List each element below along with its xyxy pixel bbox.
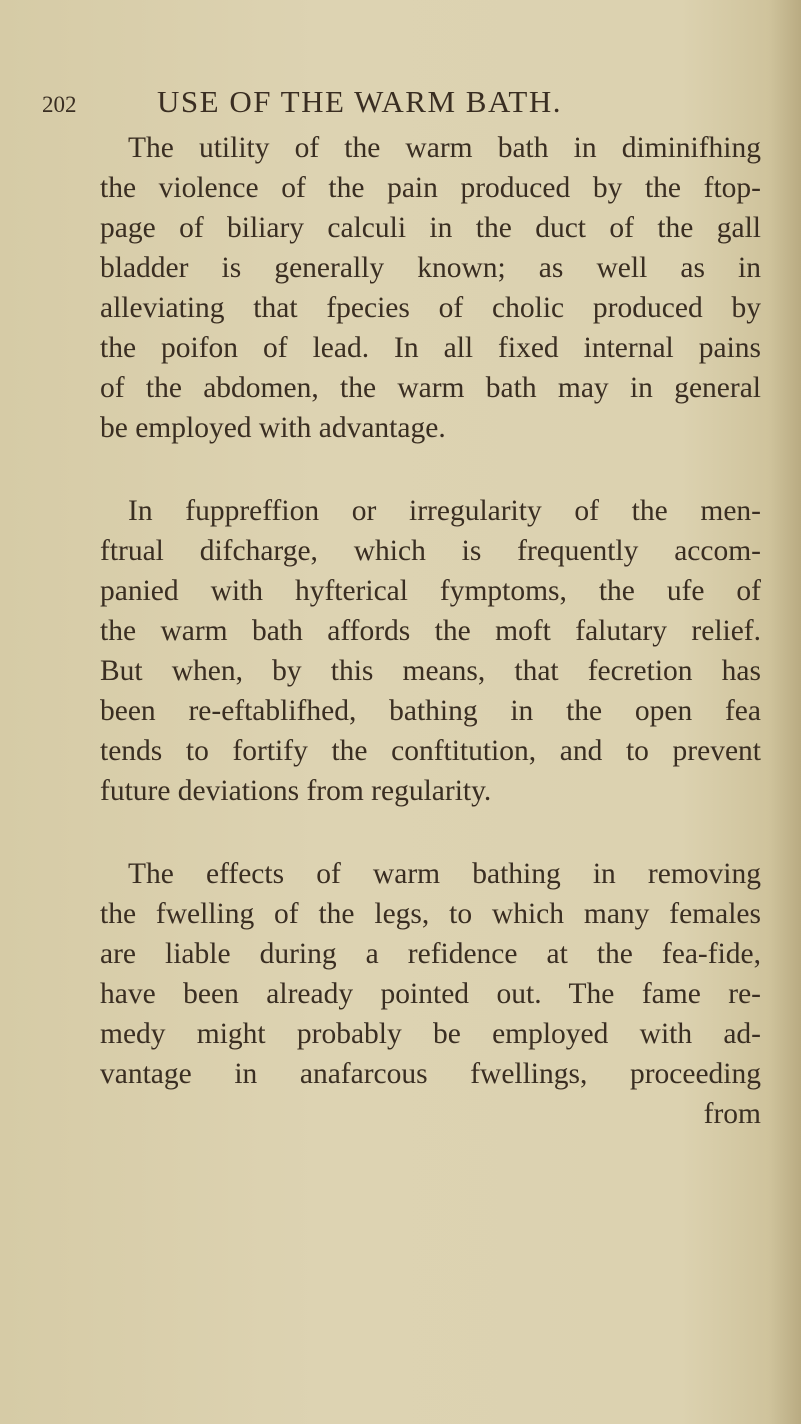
text-line: have been already pointed out. The fame re- — [100, 978, 761, 1010]
text-line: of the abdomen, the warm bath may in general — [100, 372, 761, 404]
text-line: vantage in anafarcous fwellings, proceeding — [100, 1058, 761, 1090]
text-line: ftrual difcharge, which is frequently accom- — [100, 535, 761, 567]
text-line: But when, by this means, that fecretion has — [100, 655, 761, 687]
text-line: the violence of the pain produced by the ftop- — [100, 172, 761, 204]
text-line: been re-eftablifhed, bathing in the open fea — [100, 695, 761, 727]
text-line: bladder is generally known; as well as in — [100, 252, 761, 284]
text-line: tends to fortify the conftitution, and to prevent — [100, 735, 761, 767]
text-line: be employed with advantage. — [100, 412, 446, 444]
text-line: the fwelling of the legs, to which many females — [100, 898, 761, 930]
running-title: USE OF THE WARM BATH. — [157, 84, 562, 119]
text-line: future deviations from regularity. — [100, 775, 492, 807]
text-line: medy might probably be employed with ad- — [100, 1018, 761, 1050]
catchword: from — [703, 1098, 761, 1130]
text-line: alleviating that fpecies of cholic produced by — [100, 292, 761, 324]
text-line: The utility of the warm bath in diminifhing — [128, 132, 761, 164]
text-line: In fuppreffion or irregularity of the men- — [128, 495, 761, 527]
text-line: the poifon of lead. In all fixed internal pains — [100, 332, 761, 364]
text-line: the warm bath affords the moft falutary relief. — [100, 615, 761, 647]
text-line: are liable during a refidence at the fea-fide, — [100, 938, 761, 970]
text-line: panied with hyfterical fymptoms, the ufe of — [100, 575, 761, 607]
page-header — [42, 84, 742, 124]
page-number: 202 — [42, 92, 77, 117]
text-line: The effects of warm bathing in removing — [128, 858, 761, 890]
text-line: page of biliary calculi in the duct of the gall — [100, 212, 761, 244]
